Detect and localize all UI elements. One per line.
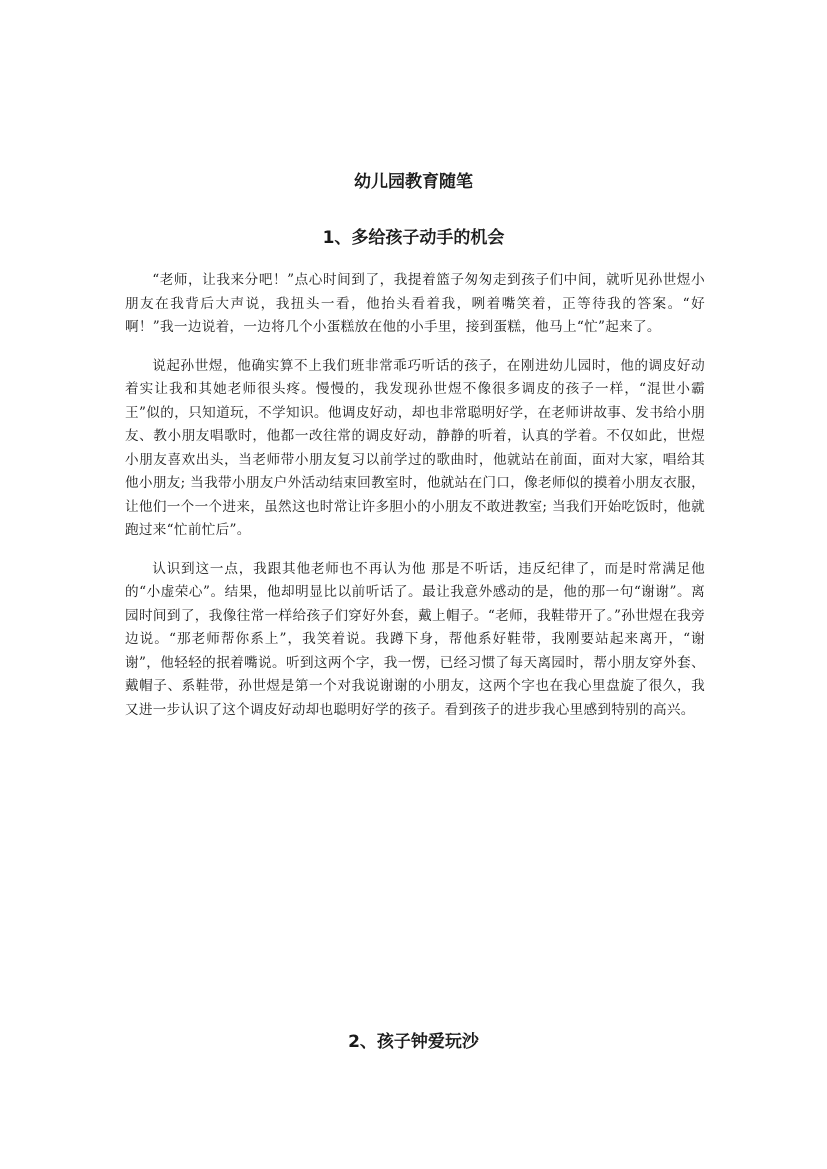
paragraph-3: 认识到这一点，我跟其他老师也不再认为他 那是不听话，违反纪律了，而是时常满足他的“小虚荣心”。结果，他却明显比以前听话了。最让我意外感动的是，他的那一句“谢谢”。离园时间到了，我像往常一样给孩子们穿好外套，戴上帽子。“老师，我鞋带开了。”孙世煜在我旁边说。“那老师帮你系上”，我笑着说。我蹲下身，帮他系好鞋带，我刚要站起来离开，“谢谢”，他轻轻的抿着嘴说。听到这两个字，我一愣，已经习惯了每天离园时，帮小朋友穿外套、戴帽子、系鞋带，孙世煜是第一个对我说谢谢的小朋友，这两个字也在我心里盘旋了很久，我又进一步认识了这个调皮好动却也聪明好学的孩子。看到孩子的进步我心里感到特别的高兴。 xyxy=(125,560,705,718)
paragraph-1: “老师，让我来分吧！”点心时间到了，我提着篮子匆匆走到孩子们中间，就听见孙世煜小朋友在我背后大声说，我扭头一看，他抬头看着我，咧着嘴笑着，正等待我的答案。“好啊！”我一边说着，一边将几个小蛋糕放在他的小手里，接到蛋糕，他马上“忙”起来了。 xyxy=(125,272,705,335)
section-1-heading: 1、多给孩子动手的机会 xyxy=(322,228,505,248)
section-1-body xyxy=(125,269,705,737)
section-2-heading: 2、孩子钟爱玩沙 xyxy=(348,1032,479,1052)
paragraph-2: 说起孙世煜，他确实算不上我们班非常乖巧听话的孩子，在刚进幼儿园时，他的调皮好动着实让我和其她老师很头疼。慢慢的，我发现孙世煜不像很多调皮的孩子一样，“混世小霸王”似的，只知道玩，不学知识。他调皮好动，却也非常聪明好学，在老师讲故事、发书给小朋友、教小朋友唱歌时，他都一改往常的调皮好动，静静的听着，认真的学着。不仅如此，世煜小朋友喜欢出头，当老师带小朋友复习以前学过的歌曲时，他就站在前面，面对大家，唱给其他小朋友; 当我带小朋友户外活动结束回教室时，他就站在门口，像老师似的摸着小朋友衣服，让他们一个一个进来，虽然这也时常让许多胆小的小朋友不敢进教室; 当我们开始吃饭时，他就跑过来“忙前忙后”。 xyxy=(125,357,705,538)
document-title: 幼儿园教育随笔 xyxy=(354,172,473,192)
